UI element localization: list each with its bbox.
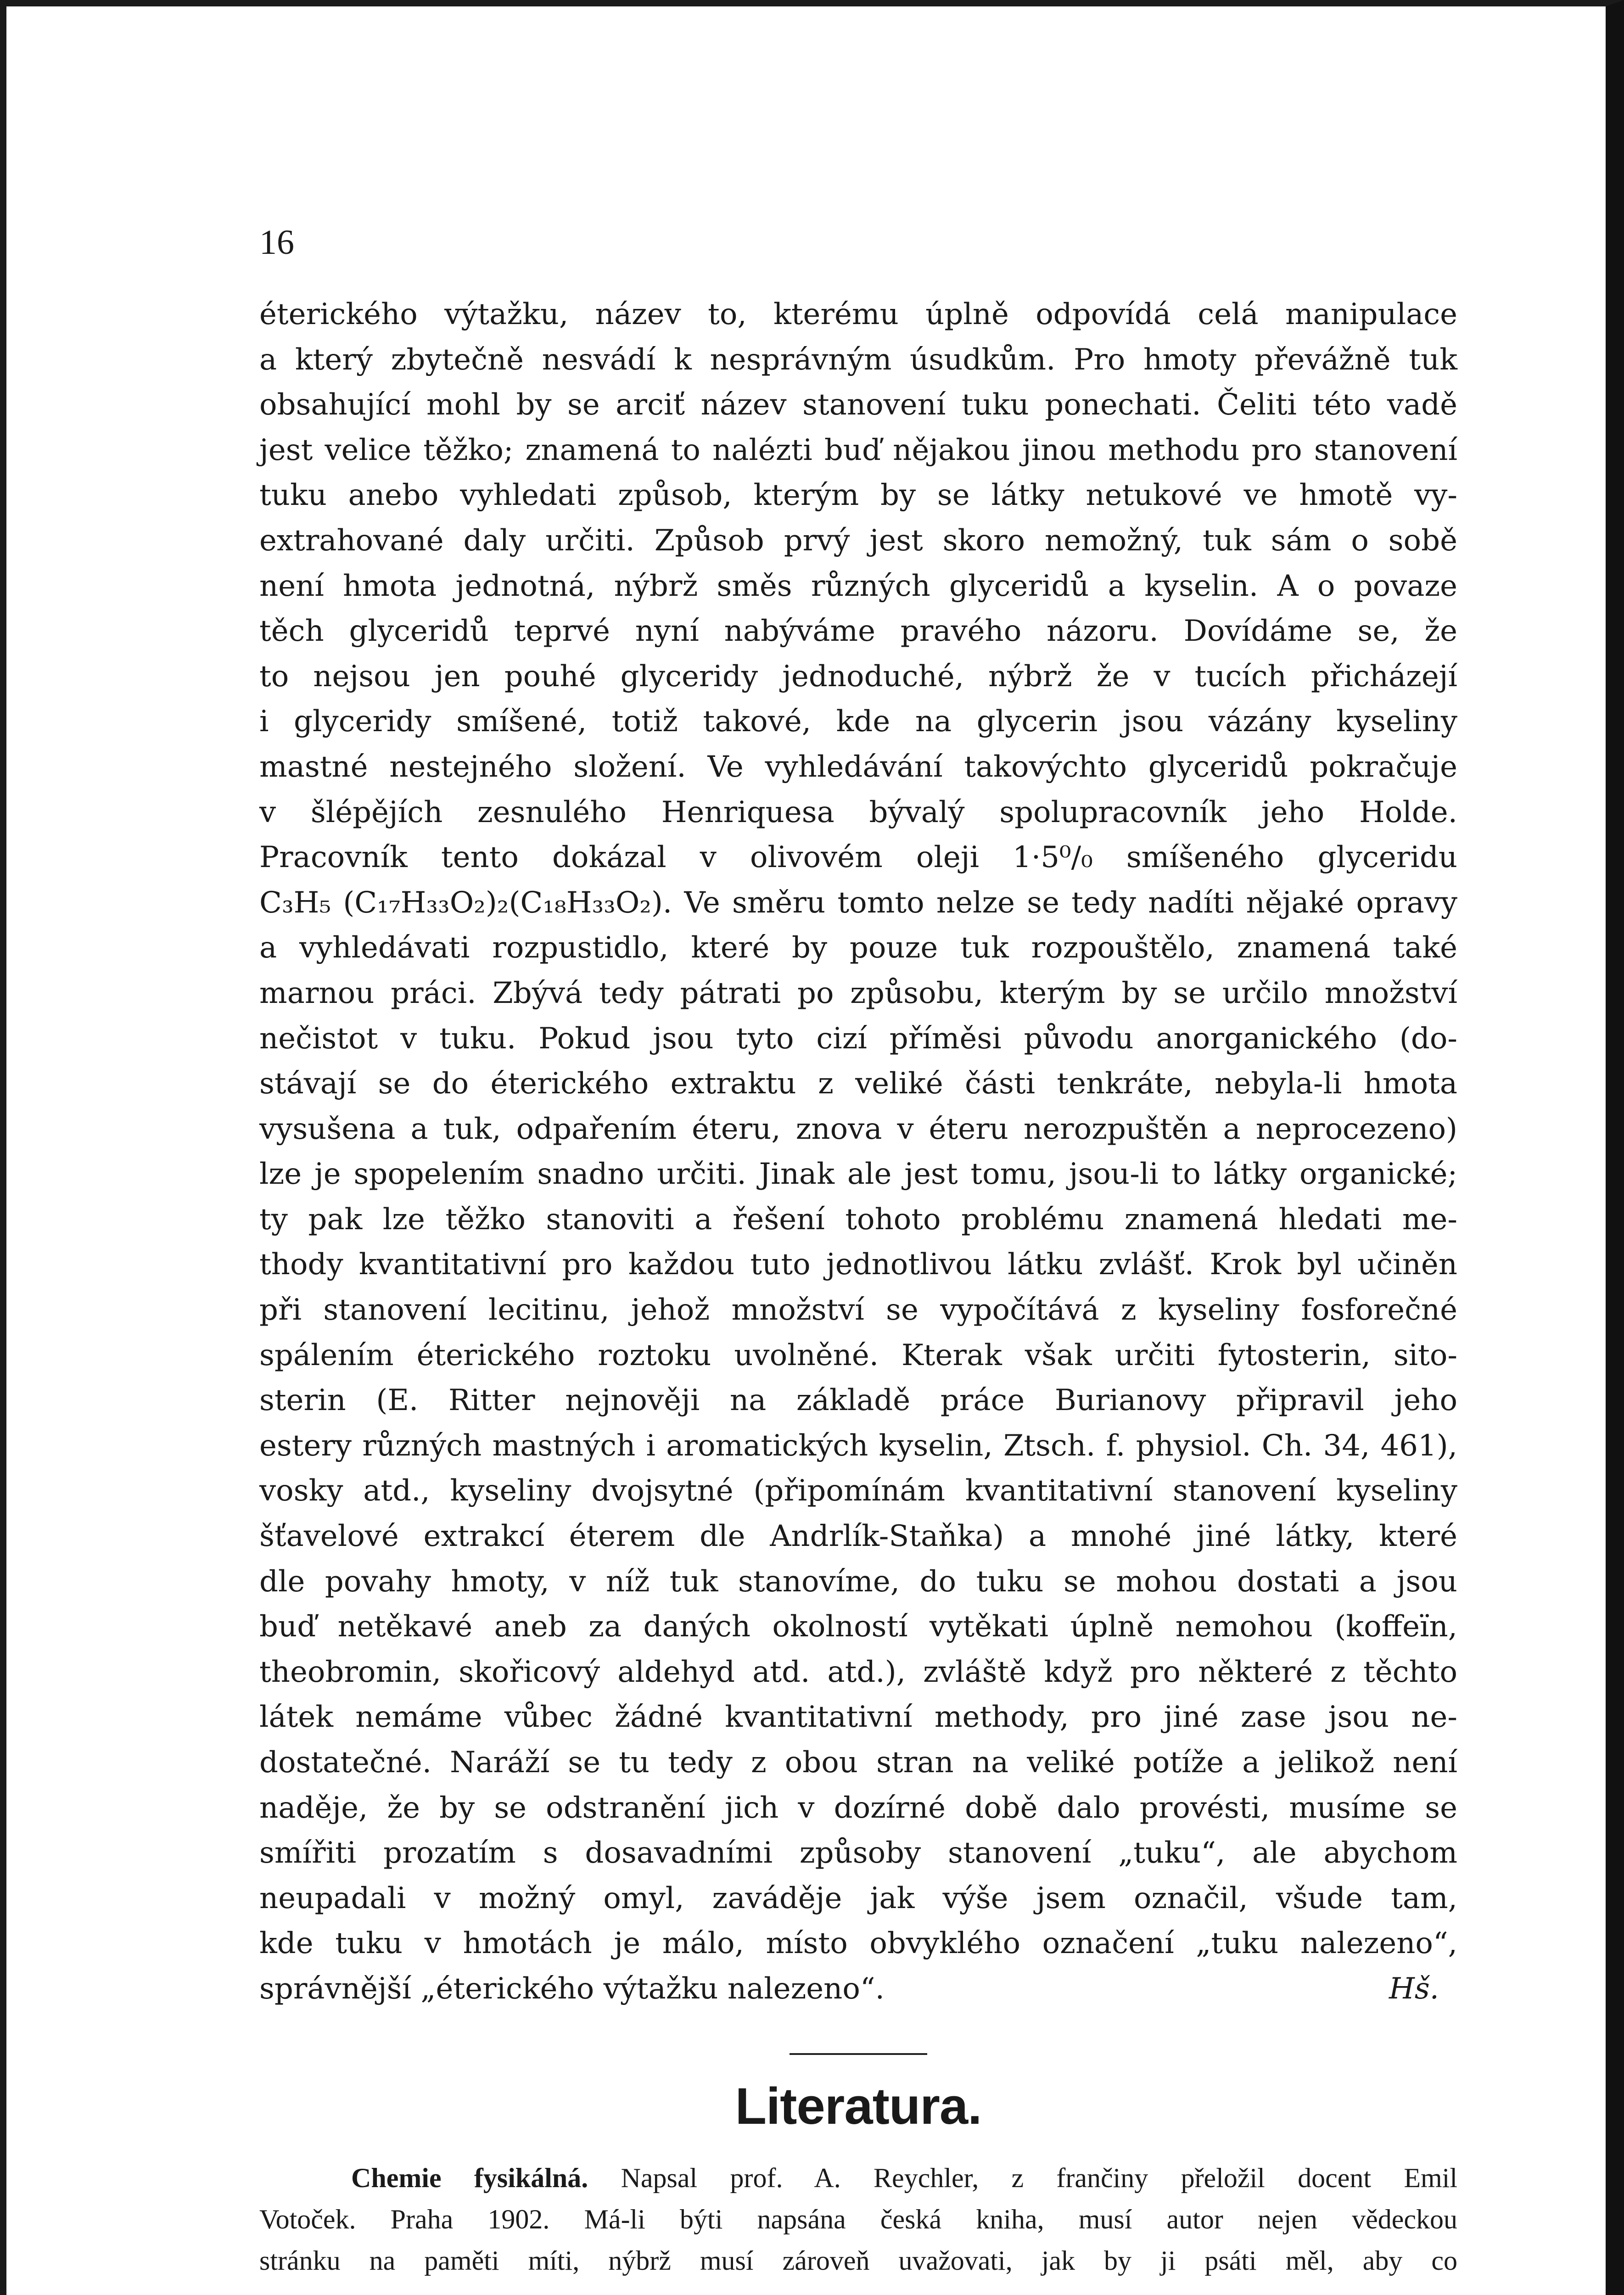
body-line: a vyhledávati rozpustidlo, které by pouze tuk rozpouštělo, znamená také: [259, 931, 1457, 965]
body-line: dostatečné. Naráží se tu tedy z obou stran na veliké potíže a jelikož není: [259, 1746, 1457, 1780]
body-line: to nejsou jen pouhé glyceridy jednoduché, nýbrž že v tucích přicházejí: [259, 659, 1457, 694]
body-line: není hmota jednotná, nýbrž směs různých glyceridů a kyselin. A o povaze: [259, 569, 1457, 603]
literature-review: [259, 2157, 1457, 2281]
body-line: dle povahy hmoty, v níž tuk stanovíme, do tuku se mohou dostati a jsou: [259, 1564, 1457, 1599]
body-line: estery různých mastných i aromatických kyselin, Ztsch. f. physiol. Ch. 34, 461),: [259, 1428, 1457, 1463]
body-line: tuku anebo vyhledati způsob, kterým by se látky netukové ve hmotě vy-: [259, 478, 1457, 513]
body-line: ty pak lze těžko stanoviti a řešení tohoto problému znamená hledati me-: [259, 1202, 1457, 1237]
body-line: marnou práci. Zbývá tedy pátrati po způsobu, kterým by se určilo množství: [259, 976, 1457, 1010]
body-line: naděje, že by se odstranění jich v dozírné době dalo provésti, musíme se: [259, 1791, 1457, 1825]
body-line: nečistot v tuku. Pokud jsou tyto cizí příměsi původu anorganického (do-: [259, 1021, 1457, 1056]
body-line: šťavelové extrakcí éterem dle Andrlík-Staňka) a mnohé jiné látky, které: [259, 1519, 1457, 1554]
body-line: stávají se do éterického extraktu z veliké části tenkráte, nebyla-li hmota: [259, 1067, 1457, 1101]
body-line: obsahující mohl by se arciť název stanovení tuku ponechati. Čeliti této vadě: [259, 388, 1457, 422]
body-line: neupadali v možný omyl, zaváděje jak výše jsem označil, všude tam,: [259, 1881, 1457, 1915]
author-signature: Hš.: [1389, 1971, 1439, 2006]
body-line: smířiti prozatím s dosavadními způsoby stanovení „tuku“, ale abychom: [259, 1836, 1457, 1870]
body-line: C₃H₅ (C₁₇H₃₃O₂)₂(C₁₈H₃₃O₂). Ve směru tomto nelze se tedy nadíti nějaké opravy: [259, 885, 1457, 920]
body-line: extrahované daly určiti. Způsob prvý jest skoro nemožný, tuk sám o sobě: [259, 523, 1457, 558]
body-line: spálením éterického roztoku uvolněné. Kterak však určiti fytosterin, sito-: [259, 1338, 1457, 1372]
review-line: [259, 2157, 1457, 2199]
section-divider: [790, 2053, 927, 2055]
section-heading: Literatura.: [735, 2077, 982, 2135]
body-line: mastné nestejného složení. Ve vyhledávání takovýchto glyceridů pokračuje: [259, 750, 1457, 784]
body-line: látek nemáme vůbec žádné kvantitativní methody, pro jiné zase jsou ne-: [259, 1700, 1457, 1735]
body-line: lze je spopelením snadno určiti. Jinak ale jest tomu, jsou-li to látky organické;: [259, 1157, 1457, 1192]
body-line: buď netěkavé aneb za daných okolností vytěkati úplně nemohou (koffeïn,: [259, 1610, 1457, 1644]
review-line-text: Napsal prof. A. Reychler, z frančiny přeložil docent Emil: [588, 2162, 1457, 2193]
body-line: v šlépějích zesnulého Henriquesa bývalý spolupracovník jeho Holde.: [259, 795, 1457, 829]
body-line: thody kvantitativní pro každou tuto jednotlivou látku zvlášť. Krok byl učiněn: [259, 1248, 1457, 1282]
body-line: Pracovník tento dokázal v olivovém oleji 1·5⁰/₀ smíšeného glyceridu: [259, 840, 1457, 875]
page-number: 16: [259, 223, 294, 262]
body-line: správnější „éterického výtažku nalezeno“. Hš.: [259, 1966, 1457, 2012]
review-line: Votoček. Praha 1902. Má-li býti napsána česká kniha, musí autor nejen vědeckou: [259, 2204, 1457, 2234]
article-body: [259, 292, 1457, 2012]
document-page: [259, 225, 1457, 2281]
body-line: jest velice těžko; znamená to nalézti buď nějakou jinou methodu pro stanovení: [259, 433, 1457, 467]
body-line: vosky atd., kyseliny dvojsytné (připomínám kvantitativní stanovení kyseliny: [259, 1474, 1457, 1508]
body-line: vysušena a tuk, odpařením éteru, znova v éteru nerozpuštěn a neprocezeno): [259, 1112, 1457, 1146]
body-line: kde tuku v hmotách je málo, místo obvyklého označení „tuku nalezeno“,: [259, 1926, 1457, 1961]
body-line: sterin (E. Ritter nejnověji na základě práce Burianovy připravil jeho: [259, 1383, 1457, 1418]
review-title: Chemie fysikálná.: [351, 2162, 588, 2193]
body-line: při stanovení lecitinu, jehož množství se vypočítává z kyseliny fosforečné: [259, 1293, 1457, 1327]
body-line: i glyceridy smíšené, totiž takové, kde na glycerin jsou vázány kyseliny: [259, 705, 1457, 739]
body-line: těch glyceridů teprvé nyní nabýváme pravého názoru. Dovídáme se, že: [259, 614, 1457, 649]
review-line: stránku na paměti míti, nýbrž musí zároveň uvažovati, jak by ji psáti měl, aby co: [259, 2245, 1457, 2276]
body-line: a který zbytečně nesvádí k nesprávným úsudkům. Pro hmoty převážně tuk: [259, 342, 1457, 377]
body-line: theobromin, skořicový aldehyd atd. atd.), zvláště když pro některé z těchto: [259, 1655, 1457, 1689]
body-line: éterického výtažku, název to, kterému úplně odpovídá celá manipulace: [259, 297, 1457, 331]
